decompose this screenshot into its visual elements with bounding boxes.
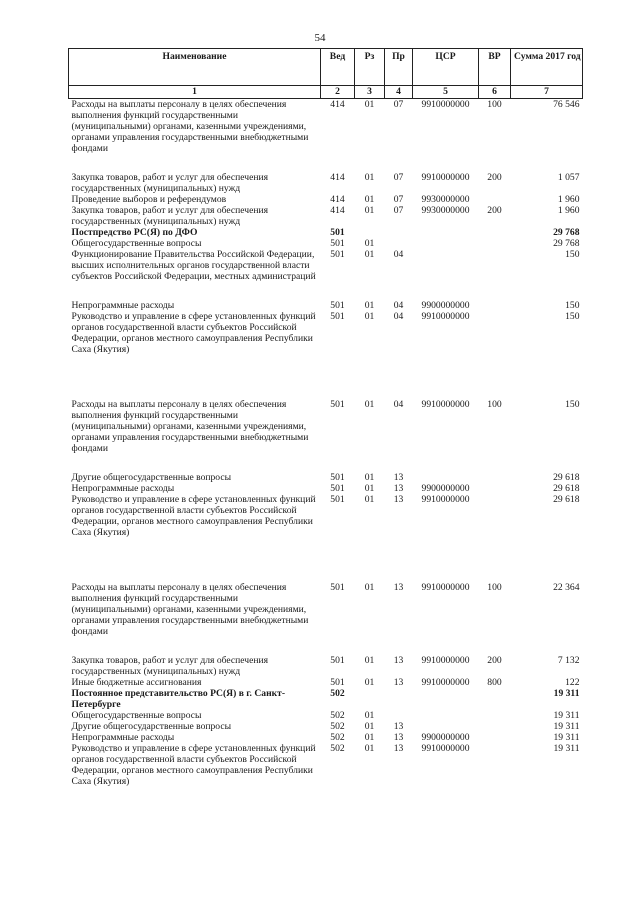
row-sum: 19 311: [553, 710, 580, 721]
row-ved: 501: [330, 311, 345, 322]
header-pr: Пр: [385, 49, 413, 86]
row-csr: [413, 472, 479, 483]
col-number-4: 4: [385, 86, 413, 99]
row-pr: 13: [393, 582, 404, 593]
col-number-6: 6: [479, 86, 511, 99]
header-sum: Сумма 2017 год: [511, 49, 583, 86]
table-row: [69, 732, 583, 743]
row-name: Расходы на выплаты персоналу в целях обеспечения выполнения функций государственными (муниципальными) органами, казенными учреждениями, органами управления государственными внебюджетными фондами: [71, 399, 309, 454]
row-sum: 19 311: [553, 721, 580, 732]
row-pr: 07: [393, 99, 404, 110]
row-name: Расходы на выплаты персоналу в целях обеспечения выполнения функций государственными (муниципальными) органами, казенными учреждениями, органами управления государственными внебюджетными фондами: [71, 99, 309, 154]
row-csr: 9910000000: [421, 399, 470, 410]
row-vr: [479, 238, 511, 249]
row-name: Общегосударственные вопросы: [71, 238, 202, 249]
row-pr: 07: [393, 205, 404, 216]
row-name: Проведение выборов и референдумов: [71, 194, 227, 205]
col-number-5: 5: [413, 86, 479, 99]
table-row: [69, 582, 583, 655]
row-vr: 100: [487, 99, 502, 110]
row-rz: 01: [364, 238, 375, 249]
row-name: Общегосударственные вопросы: [71, 710, 202, 721]
row-vr: [479, 300, 511, 311]
row-rz: 01: [364, 399, 375, 410]
row-csr: [413, 227, 479, 238]
row-sum: 122: [565, 677, 580, 688]
row-sum: 1 057: [557, 172, 580, 183]
row-csr: 9930000000: [421, 205, 470, 216]
header-row: [69, 49, 583, 86]
row-csr: 9910000000: [421, 99, 470, 110]
row-vr: 100: [487, 399, 502, 410]
row-vr: 800: [487, 677, 502, 688]
row-ved: 414: [330, 99, 345, 110]
row-ved: 502: [330, 721, 345, 732]
row-pr: 13: [393, 743, 404, 754]
row-rz: [355, 227, 385, 238]
row-ved: 501: [330, 472, 345, 483]
row-ved: 501: [330, 300, 345, 311]
row-csr: [413, 238, 479, 249]
row-pr: [385, 227, 413, 238]
table-row: [69, 227, 583, 238]
budget-table: [68, 48, 583, 787]
row-vr: [479, 721, 511, 732]
table-row: [69, 710, 583, 721]
row-name: Функционирование Правительства Российской Федерации, высших исполнительных органов государственной власти субъектов Российской Федерации, местных администраций: [71, 249, 316, 282]
row-csr: 9910000000: [421, 494, 470, 505]
col-number-3: 3: [355, 86, 385, 99]
row-vr: [479, 311, 511, 399]
row-rz: 01: [364, 99, 375, 110]
table-row: [69, 194, 583, 205]
table-row: [69, 677, 583, 688]
row-vr: 100: [487, 582, 502, 593]
row-vr: [479, 743, 511, 787]
header-vr: ВР: [479, 49, 511, 86]
row-ved: 501: [330, 399, 345, 410]
row-rz: 01: [364, 743, 375, 754]
row-sum: 76 546: [553, 99, 580, 110]
row-name: Закупка товаров, работ и услуг для обеспечения государственных (муниципальных) нужд: [71, 172, 269, 194]
row-pr: 07: [393, 172, 404, 183]
row-rz: 01: [364, 494, 375, 505]
row-rz: 01: [364, 194, 375, 205]
row-rz: [355, 688, 385, 710]
row-sum: 29 618: [553, 494, 580, 505]
table-row: [69, 721, 583, 732]
row-rz: 01: [364, 655, 375, 666]
row-rz: 01: [364, 300, 375, 311]
row-csr: [413, 688, 479, 710]
row-ved: 501: [330, 249, 345, 260]
row-pr: 04: [393, 399, 404, 410]
table-row: [69, 494, 583, 582]
row-csr: [413, 710, 479, 721]
row-csr: 9910000000: [421, 311, 470, 322]
row-csr: 9900000000: [421, 732, 470, 743]
row-name: Непрограммные расходы: [71, 732, 175, 743]
row-rz: 01: [364, 172, 375, 183]
row-csr: [413, 721, 479, 732]
row-name: Иные бюджетные ассигнования: [71, 677, 202, 688]
col-number-7: 7: [511, 86, 583, 99]
table-row: [69, 172, 583, 194]
table-row: [69, 655, 583, 677]
row-sum: 1 960: [557, 205, 580, 216]
row-vr: [479, 483, 511, 494]
header-name: Наименование: [69, 49, 321, 86]
row-sum: 29 618: [553, 472, 580, 483]
header-ved: Вед: [321, 49, 355, 86]
row-sum: 7 132: [557, 655, 580, 666]
row-sum: 29 768: [553, 227, 580, 238]
row-csr: 9910000000: [421, 172, 470, 183]
row-ved: 502: [330, 743, 345, 754]
row-rz: 01: [364, 732, 375, 743]
row-ved: 502: [330, 688, 345, 699]
row-rz: 01: [364, 677, 375, 688]
row-ved: 501: [330, 582, 345, 593]
row-pr: [385, 710, 413, 721]
table-row: [69, 238, 583, 249]
row-vr: [479, 227, 511, 238]
row-rz: 01: [364, 710, 375, 721]
row-ved: 501: [330, 655, 345, 666]
row-vr: [479, 194, 511, 205]
row-ved: 414: [330, 194, 345, 205]
row-pr: 07: [393, 194, 404, 205]
row-csr: 9910000000: [421, 677, 470, 688]
row-name: Закупка товаров, работ и услуг для обеспечения государственных (муниципальных) нужд: [71, 205, 269, 227]
row-sum: 29 768: [553, 238, 580, 249]
row-sum: 150: [565, 249, 580, 260]
page-number: 54: [314, 32, 326, 44]
row-pr: 04: [393, 300, 404, 311]
row-sum: 1 960: [557, 194, 580, 205]
row-vr: [479, 732, 511, 743]
row-ved: 502: [330, 710, 345, 721]
row-pr: 04: [393, 249, 404, 260]
row-rz: 01: [364, 721, 375, 732]
row-pr: 13: [393, 483, 404, 494]
row-name: Расходы на выплаты персоналу в целях обеспечения выполнения функций государственными (муниципальными) органами, казенными учреждениями, органами управления государственными внебюджетными фондами: [71, 582, 309, 637]
row-vr: [479, 249, 511, 300]
row-sum: 150: [565, 311, 580, 322]
row-rz: 01: [364, 311, 375, 322]
row-pr: [385, 238, 413, 249]
table-row: [69, 300, 583, 311]
table-row: [69, 205, 583, 227]
table-row: [69, 743, 583, 787]
row-sum: 19 311: [553, 688, 580, 699]
row-rz: 01: [364, 582, 375, 593]
row-ved: 501: [330, 677, 345, 688]
row-csr: 9910000000: [421, 582, 470, 593]
row-vr: 200: [487, 655, 502, 666]
row-name: Руководство и управление в сфере установленных функций органов государственной власти субъектов Российской Федерации, органов местного самоуправления Республики Саха (Якутия): [71, 743, 316, 787]
row-ved: 501: [330, 227, 345, 238]
row-sum: 150: [565, 300, 580, 311]
row-vr: [479, 494, 511, 582]
table-row: [69, 249, 583, 300]
row-csr: 9930000000: [421, 194, 470, 205]
row-ved: 501: [330, 494, 345, 505]
row-vr: 200: [487, 205, 502, 216]
row-csr: 9900000000: [421, 483, 470, 494]
row-pr: 04: [393, 311, 404, 322]
column-number-row: [69, 86, 583, 99]
row-vr: [479, 710, 511, 721]
row-sum: 29 618: [553, 483, 580, 494]
row-rz: 01: [364, 205, 375, 216]
row-pr: [385, 688, 413, 710]
row-pr: 13: [393, 655, 404, 666]
col-number-1: 1: [69, 86, 321, 99]
budget-body: [69, 99, 583, 788]
row-sum: 19 311: [553, 732, 580, 743]
header-csr: ЦСР: [413, 49, 479, 86]
row-name: Другие общегосударственные вопросы: [71, 472, 232, 483]
row-name: Постоянное представительство РС(Я) в г. Санкт-Петербурге: [71, 688, 286, 710]
row-name: Закупка товаров, работ и услуг для обеспечения государственных (муниципальных) нужд: [71, 655, 269, 677]
row-csr: 9910000000: [421, 655, 470, 666]
col-number-2: 2: [321, 86, 355, 99]
row-pr: 13: [393, 494, 404, 505]
row-vr: [479, 472, 511, 483]
row-vr: [479, 688, 511, 710]
row-ved: 501: [330, 238, 345, 249]
row-ved: 502: [330, 732, 345, 743]
row-pr: 13: [393, 732, 404, 743]
row-ved: 414: [330, 172, 345, 183]
row-csr: [413, 249, 479, 300]
row-rz: 01: [364, 472, 375, 483]
header-rz: Рз: [355, 49, 385, 86]
table-row: [69, 688, 583, 710]
table-row: [69, 99, 583, 173]
row-vr: 200: [487, 172, 502, 183]
table-row: [69, 483, 583, 494]
row-name: Руководство и управление в сфере установленных функций органов государственной власти субъектов Российской Федерации, органов местного самоуправления Республики Саха (Якутия): [71, 311, 316, 355]
row-ved: 414: [330, 205, 345, 216]
row-csr: 9900000000: [421, 300, 470, 311]
row-pr: 13: [393, 472, 404, 483]
row-csr: 9910000000: [421, 743, 470, 754]
row-rz: 01: [364, 483, 375, 494]
table-row: [69, 472, 583, 483]
row-ved: 501: [330, 483, 345, 494]
row-name: Руководство и управление в сфере установленных функций органов государственной власти субъектов Российской Федерации, органов местного самоуправления Республики Саха (Якутия): [71, 494, 316, 538]
row-pr: 13: [393, 721, 404, 732]
table-row: [69, 399, 583, 472]
row-pr: 13: [393, 677, 404, 688]
row-sum: 22 364: [553, 582, 580, 593]
row-sum: 150: [565, 399, 580, 410]
row-name: Непрограммные расходы: [71, 483, 175, 494]
row-name: Другие общегосударственные вопросы: [71, 721, 232, 732]
row-rz: 01: [364, 249, 375, 260]
row-name: Непрограммные расходы: [71, 300, 175, 311]
row-sum: 19 311: [553, 743, 580, 754]
table-row: [69, 311, 583, 399]
row-name: Постпредство РС(Я) по ДФО: [71, 227, 198, 238]
